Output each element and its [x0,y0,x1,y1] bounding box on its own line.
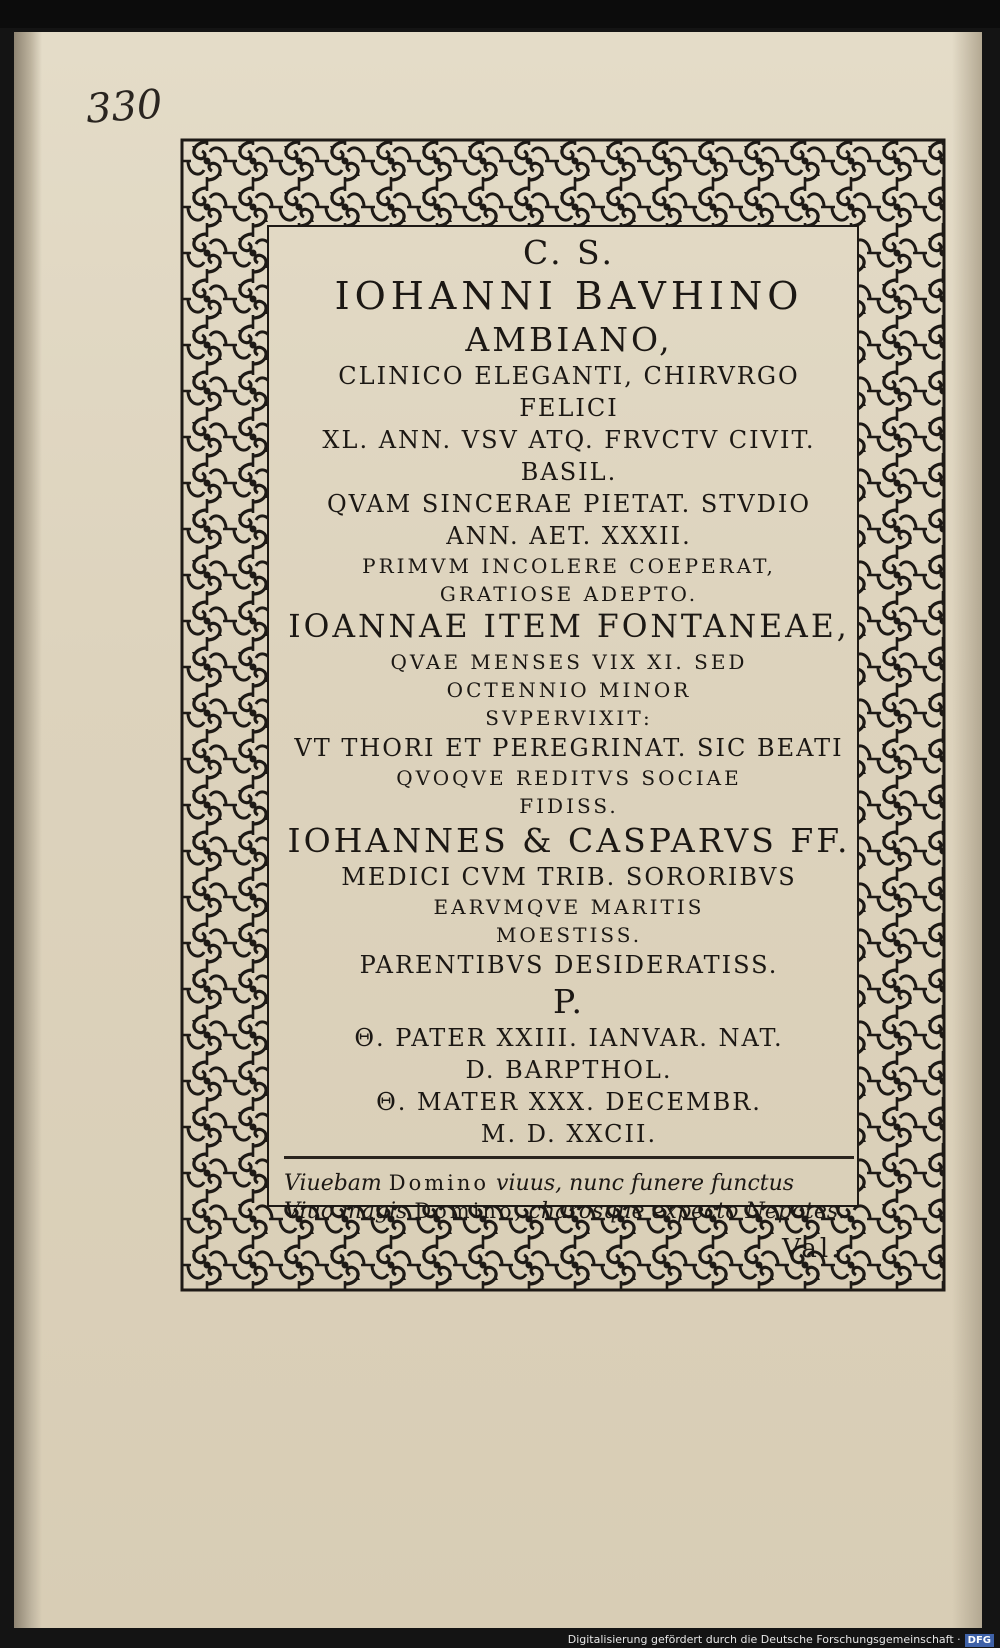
inscription-line: MEDICI CVM TRIB. SORORIBVS [341,862,797,891]
inscription-line: IOANNAE ITEM FONTANEAE, [288,609,850,646]
verse-line: Viuo magis Domino, charosque expecto Nepotes. [284,1198,846,1224]
inscription-line: PRIMVM INCOLERE COEPERAT, [362,554,776,579]
inscription-line: M. D. XXCII. [480,1119,658,1148]
inscription-line: D. BARPTHOL. [465,1055,673,1084]
digitization-footer [568,1632,994,1648]
inscription-line: CLINICO ELEGANTI, CHIRVRGO [338,362,800,391]
inscription-line: EARVMQVE MARITIS [433,894,705,919]
epitaph-verses [284,1170,864,1225]
memorial-inscription [284,233,854,1148]
inscription-line: OCTENNIO MINOR [446,677,692,702]
inscription-line: MOESTISS. [495,922,643,947]
inscription-line: P. [552,981,585,1021]
closing-val: Val. [782,1234,843,1264]
inscription-line: SVPERVIXIT: [485,705,653,730]
inscription-line: VT THORI ET PEREGRINAT. SIC BEATI [294,733,844,762]
inscription-line: QVAM SINCERAE PIETAT. STVDIO [326,490,812,519]
inscription-line: AMBIANO, [465,320,673,360]
footer-text: Digitalisierung gefördert durch die Deutsche Forschungsgemeinschaft · [567,1633,961,1646]
inscription-line: QVAE MENSES VIX XI. SED [390,649,748,674]
inscription-line: Θ. MATER XXX. DECEMBR. [376,1087,762,1116]
inscription-line: C. S. [523,233,615,272]
inscription-line: Θ. PATER XXIII. IANVAR. NAT. [354,1023,784,1052]
dfg-logo: DFG [965,1634,994,1647]
inscription-line: FELICI [519,394,619,423]
inscription-line: IOHANNI BAVHINO [334,274,804,319]
inscription-line: QVOQVE REDITVS SOCIAE [396,765,742,790]
inscription-line: GRATIOSE ADEPTO. [439,582,699,607]
inscription-line: IOHANNES & CASPARVS FF. [287,820,851,860]
inscription-line: ANN. AET. XXXII. [446,522,692,551]
inscription-line: XL. ANN. VSV ATQ. FRVCTV CIVIT. [322,426,816,455]
inscription-line: BASIL. [520,458,618,487]
inscription-line: FIDISS. [519,793,619,818]
verse-line: Viuebam Domino viuus, nunc funere functus [284,1171,795,1196]
handwritten-page-number: 330 [84,81,164,133]
inscription-line: PARENTIBVS DESIDERATISS. [359,950,779,979]
horizontal-rule [284,1156,854,1159]
